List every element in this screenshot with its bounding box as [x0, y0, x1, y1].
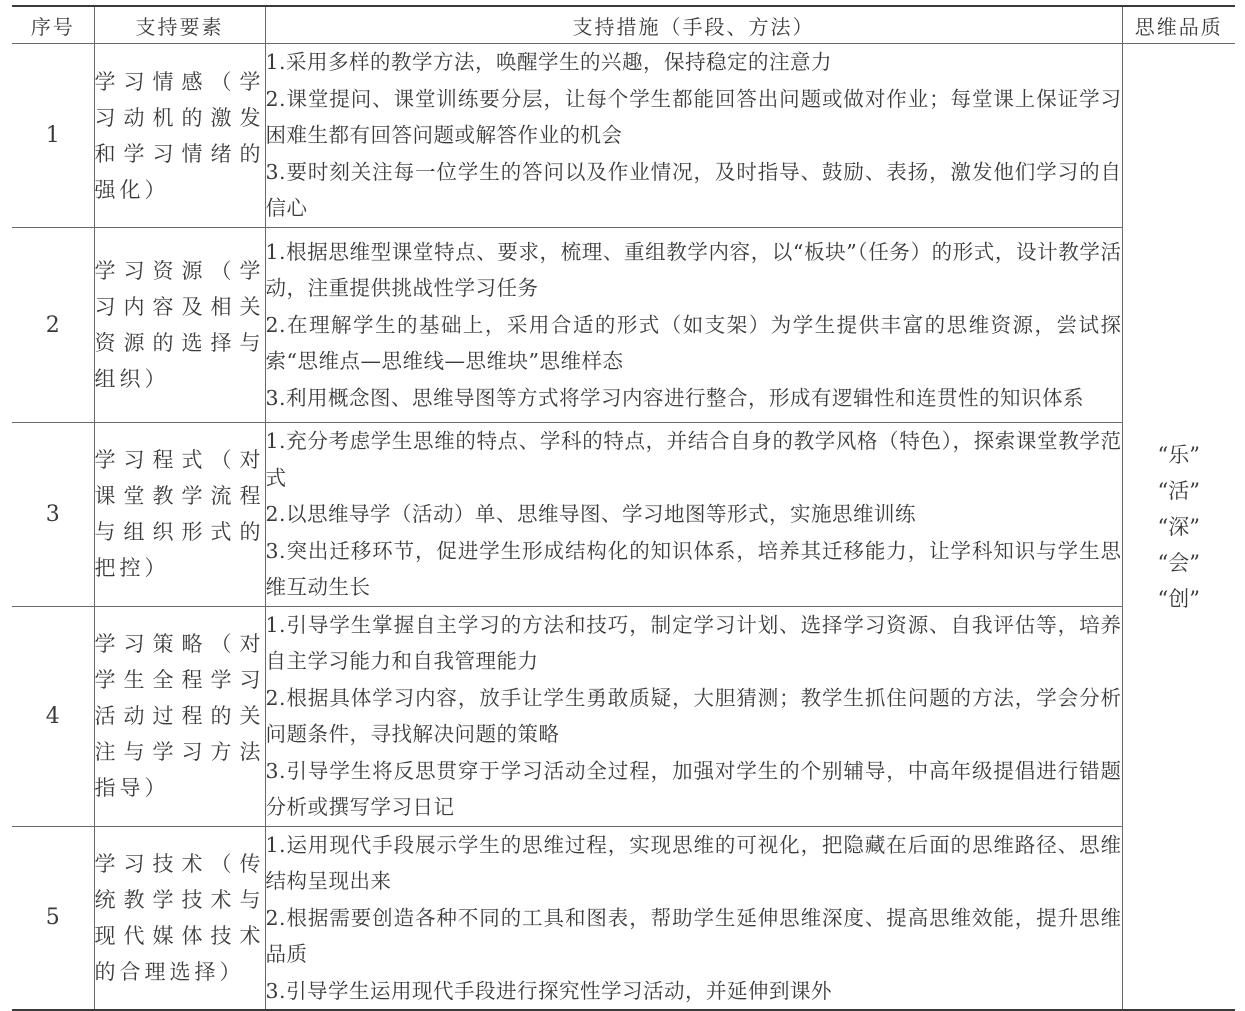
measure-item: 3.要时刻关注每一位学生的答问以及作业情况，及时指导、鼓励、表扬，激发他们学习的自信心: [265, 159, 1122, 221]
header-num: 序号: [12, 6, 94, 44]
header-element: 支持要素: [94, 6, 265, 44]
row-measures: [265, 228, 1122, 423]
quality-item: “深”: [1157, 514, 1200, 539]
measure-item: 1.运用现代手段展示学生的思维过程，实现思维的可视化，把隐藏在后面的思维路径、思维结构呈现出来: [265, 832, 1122, 893]
support-table: [12, 5, 1235, 1011]
row-element: 学习技术（传统教学技术与现代媒体技术的合理选择）: [94, 826, 265, 1010]
row-element: 学习情感（学习动机的激发和学习情绪的强化）: [94, 44, 265, 228]
table-row: [12, 228, 1235, 423]
row-num: 4: [12, 606, 94, 826]
measure-item: 3.突出迁移环节，促进学生形成结构化的知识体系，培养其迁移能力，让学科知识与学生思维互动生长: [265, 538, 1122, 599]
row-element: 学习程式（对课堂教学流程与组织形式的把控）: [94, 423, 265, 607]
row-num: 1: [12, 44, 94, 228]
header-measures: 支持措施（手段、方法）: [265, 6, 1122, 44]
row-measures: [265, 606, 1122, 826]
measure-item: 1.充分考虑学生思维的特点、学科的特点，并结合自身的教学风格（特色），探索课堂教学范式: [265, 429, 1122, 490]
measure-item: 2.在理解学生的基础上，采用合适的形式（如支架）为学生提供丰富的思维资源，尝试探索“思维点—思维线—思维块”思维样态: [265, 312, 1122, 374]
measure-item: 2.课堂提问、课堂训练要分层，让每个学生都能回答出问题或做对作业；每堂课上保证学习困难生都有回答问题或解答作业的机会: [265, 86, 1122, 148]
measure-item: 1.引导学生掌握自主学习的方法和技巧，制定学习计划、选择学习资源、自我评估等，培养自主学习能力和自我管理能力: [265, 612, 1122, 673]
measure-item: 1.采用多样的教学方法，唤醒学生的兴趣，保持稳定的注意力: [265, 50, 833, 75]
row-num: 5: [12, 826, 94, 1010]
row-measures: [265, 826, 1122, 1010]
row-num: 3: [12, 423, 94, 607]
measure-item: 3.利用概念图、思维导图等方式将学习内容进行整合，形成有逻辑性和连贯性的知识体系: [265, 385, 1085, 410]
quality-cell: [1122, 44, 1235, 1011]
table-row: [12, 423, 1235, 607]
row-element: 学习资源（学习内容及相关资源的选择与组织）: [94, 228, 265, 423]
measure-item: 2.根据具体学习内容，放手让学生勇敢质疑，大胆猜测；教学生抓住问题的方法，学会分析问题条件，寻找解决问题的策略: [265, 685, 1122, 746]
header-row: [12, 6, 1235, 44]
quality-item: “创”: [1157, 586, 1200, 611]
measure-item: 2.以思维导学（活动）单、思维导图、学习地图等形式，实施思维训练: [265, 502, 917, 526]
quality-item: “乐”: [1157, 442, 1200, 467]
header-quality: 思维品质: [1122, 6, 1235, 44]
row-num: 2: [12, 228, 94, 423]
table-row: [12, 44, 1235, 228]
measure-item: 2.根据需要创造各种不同的工具和图表，帮助学生延伸思维深度、提高思维效能，提升思维品质: [265, 905, 1122, 966]
measure-item: 3.引导学生运用现代手段进行探究性学习活动，并延伸到课外: [265, 978, 833, 1003]
row-measures: [265, 44, 1122, 228]
quality-item: “会”: [1157, 550, 1200, 575]
measure-item: 3.引导学生将反思贯穿于学习活动全过程，加强对学生的个别辅导，中高年级提倡进行错题分析或撰写学习日记: [265, 758, 1122, 819]
measure-item: 1.根据思维型课堂特点、要求，梳理、重组教学内容，以“板块”（任务）的形式，设计教学活动，注重提供挑战性学习任务: [265, 239, 1122, 301]
quality-item: “活”: [1157, 478, 1200, 503]
table-row: [12, 826, 1235, 1010]
row-element: 学习策略（对学生全程学习活动过程的关注与学习方法指导）: [94, 606, 265, 826]
row-measures: [265, 423, 1122, 607]
table-row: [12, 606, 1235, 826]
